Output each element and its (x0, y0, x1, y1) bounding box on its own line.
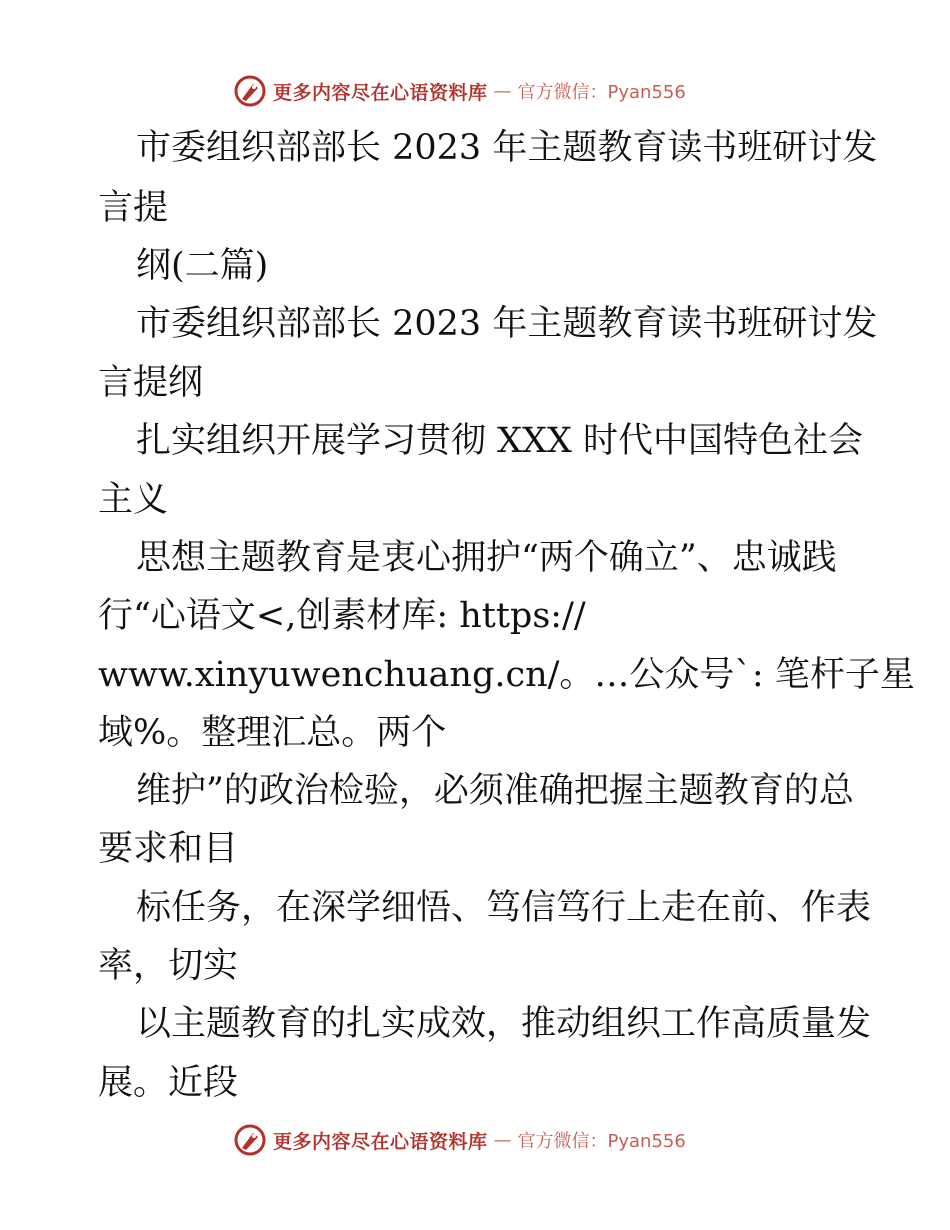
text-line: 言提纲 (98, 363, 204, 403)
text-line: 市委组织部部长 2023 年主题教育读书班研讨发 (136, 128, 878, 168)
text-line: 维护”的政治检验，必须准确把握主题教育的总 (136, 771, 854, 811)
text-line: 要求和目 (98, 829, 239, 869)
pen-nib-logo-icon (233, 1123, 267, 1157)
header-watermark (233, 71, 686, 111)
text-line: 市委组织部部长 2023 年主题教育读书班研讨发 (136, 304, 878, 344)
text-line: 标任务，在深学细悟、笃信笃行上走在前、作表 (136, 888, 872, 928)
watermark-weixin-text: 官方微信：Pyan556 (517, 82, 686, 103)
text-line: www.xinyuwenchuang.cn/。…公众号`: 笔杆子星 (98, 655, 915, 695)
watermark-separator: — (493, 1129, 512, 1151)
text-line: 域%。整理汇总。两个 (98, 713, 447, 753)
watermark-site-text: 更多内容尽在心语资料库 (273, 1130, 488, 1153)
footer-watermark (233, 1120, 686, 1160)
text-line: 展。近段 (98, 1063, 239, 1103)
text-line: 言提 (98, 188, 169, 228)
watermark-weixin-text: 官方微信：Pyan556 (517, 1131, 686, 1152)
text-line: 率，切实 (98, 946, 239, 986)
text-line: 思想主题教育是衷心拥护“两个确立”、忠诚践 (136, 538, 837, 578)
watermark-separator: — (493, 80, 512, 102)
text-line: 主义 (98, 480, 169, 520)
text-line: 扎实组织开展学习贯彻 XXX 时代中国特色社会 (136, 421, 864, 461)
pen-nib-logo-icon (233, 74, 267, 108)
watermark-site-text: 更多内容尽在心语资料库 (273, 81, 488, 104)
text-line: 纲(二篇) (136, 246, 269, 286)
text-line: 以主题教育的扎实成效，推动组织工作高质量发 (136, 1004, 872, 1044)
text-line: 行“心语文<,创素材库: https:// (98, 596, 586, 636)
